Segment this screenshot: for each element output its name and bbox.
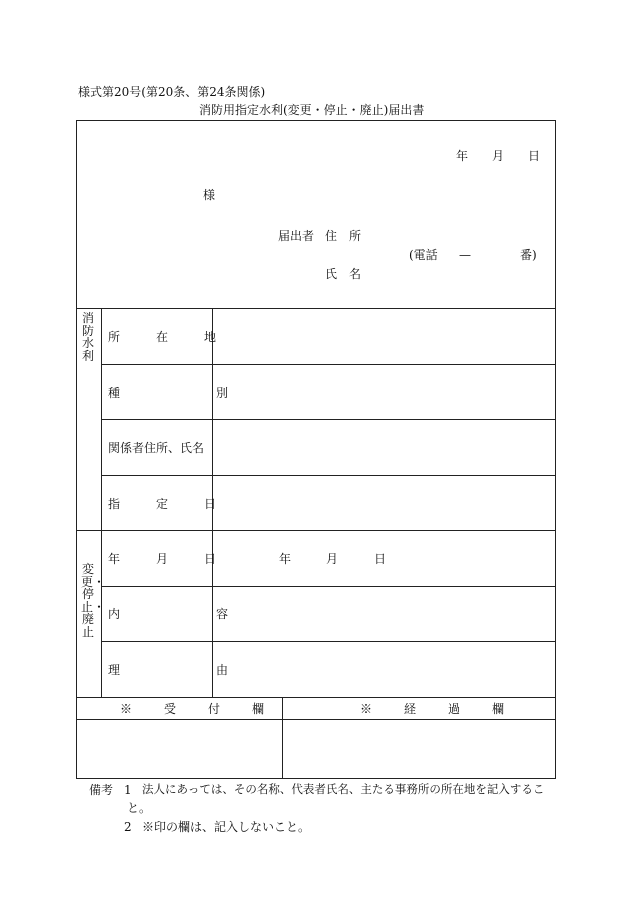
row-label-designated-date: 指 定 日: [108, 497, 229, 511]
divider-bottom-header: [76, 719, 556, 720]
row-label-reason: 理 由: [108, 663, 253, 677]
row-label-content: 内 容: [108, 607, 253, 621]
reception-header: ※ 受 付 欄: [120, 702, 275, 716]
address-label: 住 所: [325, 229, 362, 243]
date-month-label: 月: [492, 149, 505, 163]
note-text-continuation: と。: [127, 801, 152, 815]
row-label-date: 年 月 日: [108, 552, 229, 566]
divider-row: [101, 364, 556, 365]
date-day-label: 日: [528, 149, 541, 163]
change-group-label: 変更・停止・廃止: [81, 562, 106, 639]
water-group-label: 消防水利: [81, 311, 94, 363]
divider-bottom: [76, 697, 556, 698]
progress-header: ※ 経 過 欄: [360, 702, 515, 716]
row-label-location: 所 在 地: [108, 330, 229, 344]
note-number: 2: [124, 820, 132, 834]
name-label: 氏 名: [325, 267, 362, 281]
phone-close: 番): [520, 248, 537, 262]
phone-dash: —: [459, 248, 471, 262]
divider-row: [101, 475, 556, 476]
form-number: 様式第20号(第20条、第24条関係): [78, 85, 266, 99]
divider-row: [101, 419, 556, 420]
note-text: ※印の欄は、記入しないこと。: [142, 820, 311, 834]
divider-row: [101, 641, 556, 642]
notifier-label: 届出者: [278, 229, 315, 243]
date-year-label: 年: [456, 149, 469, 163]
divider-row: [101, 586, 556, 587]
note-number: 1: [124, 783, 132, 797]
change-date-year: 年: [279, 552, 292, 566]
phone-open: (電話: [409, 248, 438, 262]
divider-section: [76, 530, 556, 531]
change-date-day: 日: [374, 552, 387, 566]
group-column-divider: [101, 308, 102, 697]
row-label-related-party: 関係者住所、氏名: [108, 441, 205, 455]
change-date-month: 月: [326, 552, 339, 566]
notes-heading: 備考: [89, 783, 114, 797]
row-label-type: 種 別: [108, 386, 253, 400]
addressee-suffix: 様: [203, 188, 216, 202]
form-title: 消防用指定水利(変更・停止・廃止)届出書: [199, 103, 425, 117]
bottom-column-divider: [282, 697, 283, 779]
divider-header: [76, 308, 556, 309]
note-text: 法人にあっては、その名称、代表者氏名、主たる事務所の所在地を記入するこ: [142, 782, 545, 796]
